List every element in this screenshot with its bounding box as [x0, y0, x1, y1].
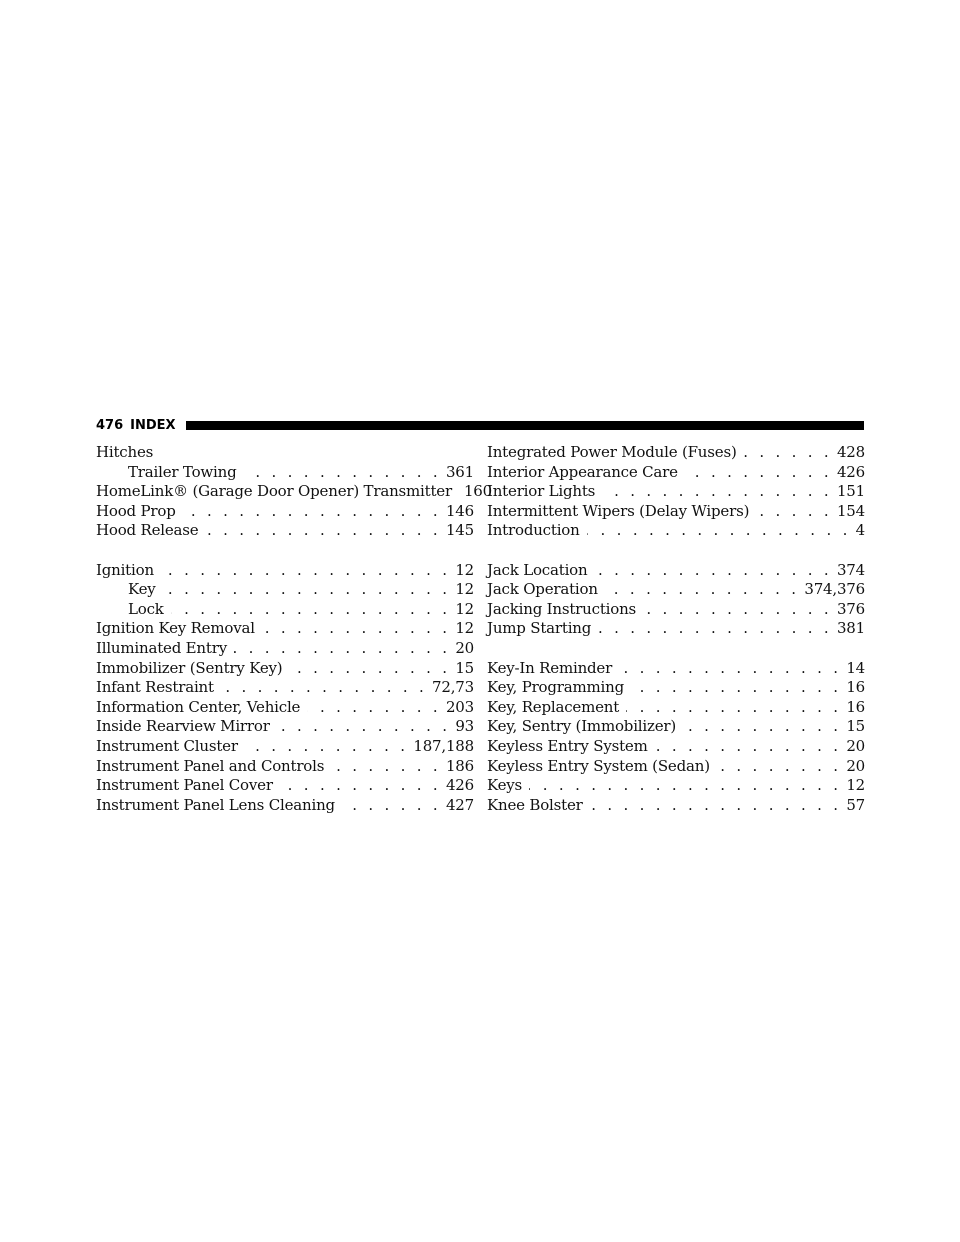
entry-label: Ignition Key Removal — [96, 619, 255, 638]
entry-page: 72,73 — [432, 678, 474, 697]
dot-leader — [744, 443, 832, 463]
entry-page: 20 — [846, 736, 865, 755]
index-entry — [487, 580, 865, 600]
dot-leader — [183, 502, 441, 522]
entry-label: Key, Replacement — [487, 697, 620, 716]
index-column-left — [96, 443, 492, 815]
entry-page: 20 — [455, 638, 474, 657]
index-subentry — [96, 600, 474, 620]
dot-leader — [683, 717, 841, 737]
entry-label: Introduction — [487, 521, 580, 540]
index-subentry — [96, 463, 474, 483]
dot-leader — [756, 502, 832, 522]
dot-leader — [605, 580, 800, 600]
entry-label: Jack Operation — [487, 580, 598, 599]
dot-leader — [598, 619, 832, 639]
entry-page: 374,376 — [804, 580, 865, 599]
index-entry — [487, 659, 865, 679]
dot-leader — [277, 717, 451, 737]
index-entry — [487, 737, 865, 757]
index-entry — [96, 698, 474, 718]
index-entry — [487, 482, 865, 502]
dot-leader — [205, 521, 440, 541]
entry-page: 187,188 — [413, 736, 474, 755]
page-header — [96, 415, 864, 435]
dot-leader — [602, 482, 832, 502]
entry-label: Keyless Entry System (Sedan) — [487, 756, 710, 775]
index-entry — [96, 639, 474, 659]
entry-page: 203 — [445, 697, 474, 716]
dot-leader — [234, 639, 450, 659]
entry-page: 426 — [445, 776, 474, 795]
entry-page: 145 — [445, 521, 474, 540]
entry-label: Immobilizer (Sentry Key) — [96, 658, 283, 677]
dot-leader — [163, 580, 451, 600]
entry-page: 16 — [846, 678, 865, 697]
index-entry — [487, 463, 865, 483]
index-entry — [487, 717, 865, 737]
dot-leader — [342, 796, 441, 816]
dot-leader — [171, 600, 451, 620]
group-spacer — [487, 541, 865, 561]
entry-page: 146 — [445, 501, 474, 520]
index-entry — [487, 443, 865, 463]
entry-label: Instrument Panel Cover — [96, 776, 273, 795]
index-entry — [96, 482, 492, 502]
entry-page: 427 — [445, 795, 474, 814]
entry-page: 15 — [455, 658, 474, 677]
entry-page: 376 — [836, 599, 865, 618]
dot-leader — [221, 678, 427, 698]
entry-label: Information Center, Vehicle — [96, 697, 301, 716]
dot-leader — [655, 737, 842, 757]
entry-label: Hood Release — [96, 521, 199, 540]
index-entry — [96, 737, 474, 757]
index-entry — [487, 776, 865, 796]
entry-page: 428 — [836, 443, 865, 461]
entry-label: Intermittent Wipers (Delay Wipers) — [487, 501, 750, 520]
entry-label: Infant Restraint — [96, 678, 214, 697]
dot-leader — [161, 561, 450, 581]
entry-page: 4 — [855, 521, 865, 540]
entry-label: Key, Programming — [487, 678, 625, 697]
group-spacer — [487, 639, 865, 659]
entry-label: Inside Rearview Mirror — [96, 717, 270, 736]
entry-label: Keyless Entry System — [487, 736, 648, 755]
dot-leader — [244, 463, 441, 483]
entry-page: 381 — [836, 619, 865, 638]
entry-label: Jump Starting — [487, 619, 592, 638]
dot-leader — [643, 600, 832, 620]
entry-page: 186 — [445, 756, 474, 775]
entry-label: Interior Lights — [487, 482, 596, 501]
entry-page: 57 — [846, 795, 865, 814]
entry-page: 361 — [445, 462, 474, 481]
entry-label: Key, Sentry (Immobilizer) — [487, 717, 677, 736]
entry-label: HomeLink® (Garage Door Opener) Transmitter — [96, 482, 452, 501]
entry-label: Jack Location — [487, 560, 588, 579]
entry-page: 20 — [846, 756, 865, 775]
entry-label: Lock — [128, 599, 164, 618]
dot-leader — [289, 659, 450, 679]
index-entry — [96, 717, 474, 737]
entry-page: 12 — [455, 599, 474, 618]
entry-label: Key-In Reminder — [487, 658, 613, 677]
entry-label: Illuminated Entry — [96, 638, 227, 657]
entry-label: Key — [128, 580, 156, 599]
entry-page: 160 — [463, 482, 492, 501]
entry-page: 14 — [846, 658, 865, 677]
index-entry — [96, 521, 474, 541]
index-column-right — [487, 443, 865, 815]
index-entry — [487, 600, 865, 620]
index-entry — [96, 796, 474, 816]
entry-page: 426 — [836, 462, 865, 481]
index-entry — [96, 443, 474, 463]
entry-label: Knee Bolster — [487, 795, 583, 814]
dot-leader — [280, 776, 441, 796]
index-entry — [487, 502, 865, 522]
index-subentry — [96, 580, 474, 600]
entry-label: Instrument Panel and Controls — [96, 756, 325, 775]
dot-leader — [631, 678, 841, 698]
index-entry — [96, 678, 474, 698]
index-entry — [487, 521, 865, 541]
index-entry — [96, 502, 474, 522]
dot-leader — [685, 463, 832, 483]
dot-leader — [590, 796, 842, 816]
dot-leader — [717, 757, 841, 777]
index-entry — [96, 659, 474, 679]
entry-label: Integrated Power Module (Fuses) — [487, 443, 737, 461]
index-entry — [487, 757, 865, 777]
entry-page: 151 — [836, 482, 865, 501]
entry-page: 12 — [846, 776, 865, 795]
dot-leader — [331, 757, 441, 777]
entry-label: Hood Prop — [96, 501, 176, 520]
dot-leader — [594, 561, 832, 581]
page-number: 476 — [96, 417, 124, 433]
index-entry — [487, 678, 865, 698]
entry-page: 16 — [846, 697, 865, 716]
index-entry — [487, 698, 865, 718]
entry-label: Keys — [487, 776, 523, 795]
dot-leader — [245, 737, 409, 757]
entry-label: Jacking Instructions — [487, 599, 637, 618]
dot-leader — [626, 698, 841, 718]
entry-label: Hitches — [96, 443, 154, 461]
entry-page: 15 — [846, 717, 865, 736]
entry-page: 374 — [836, 560, 865, 579]
index-entry — [96, 776, 474, 796]
dot-leader — [619, 659, 841, 679]
section-title: INDEX — [130, 417, 176, 433]
dot-leader — [587, 521, 851, 541]
entry-label: Ignition — [96, 560, 154, 579]
header-rule — [186, 421, 864, 430]
index-entry — [487, 796, 865, 816]
group-spacer — [96, 541, 474, 561]
index-entry — [96, 561, 474, 581]
entry-label: Interior Appearance Care — [487, 462, 678, 481]
entry-page: 93 — [455, 717, 474, 736]
entry-label: Trailer Towing — [128, 462, 237, 481]
index-entry — [96, 757, 474, 777]
entry-label: Instrument Panel Lens Cleaning — [96, 795, 335, 814]
entry-label: Instrument Cluster — [96, 736, 238, 755]
index-entry — [487, 561, 865, 581]
entry-page: 154 — [836, 501, 865, 520]
index-entry — [96, 619, 474, 639]
entry-page: 12 — [455, 619, 474, 638]
entry-page: 12 — [455, 580, 474, 599]
entry-page: 12 — [455, 560, 474, 579]
dot-leader — [529, 776, 841, 796]
dot-leader — [262, 619, 450, 639]
index-entry — [487, 619, 865, 639]
dot-leader — [307, 698, 441, 718]
